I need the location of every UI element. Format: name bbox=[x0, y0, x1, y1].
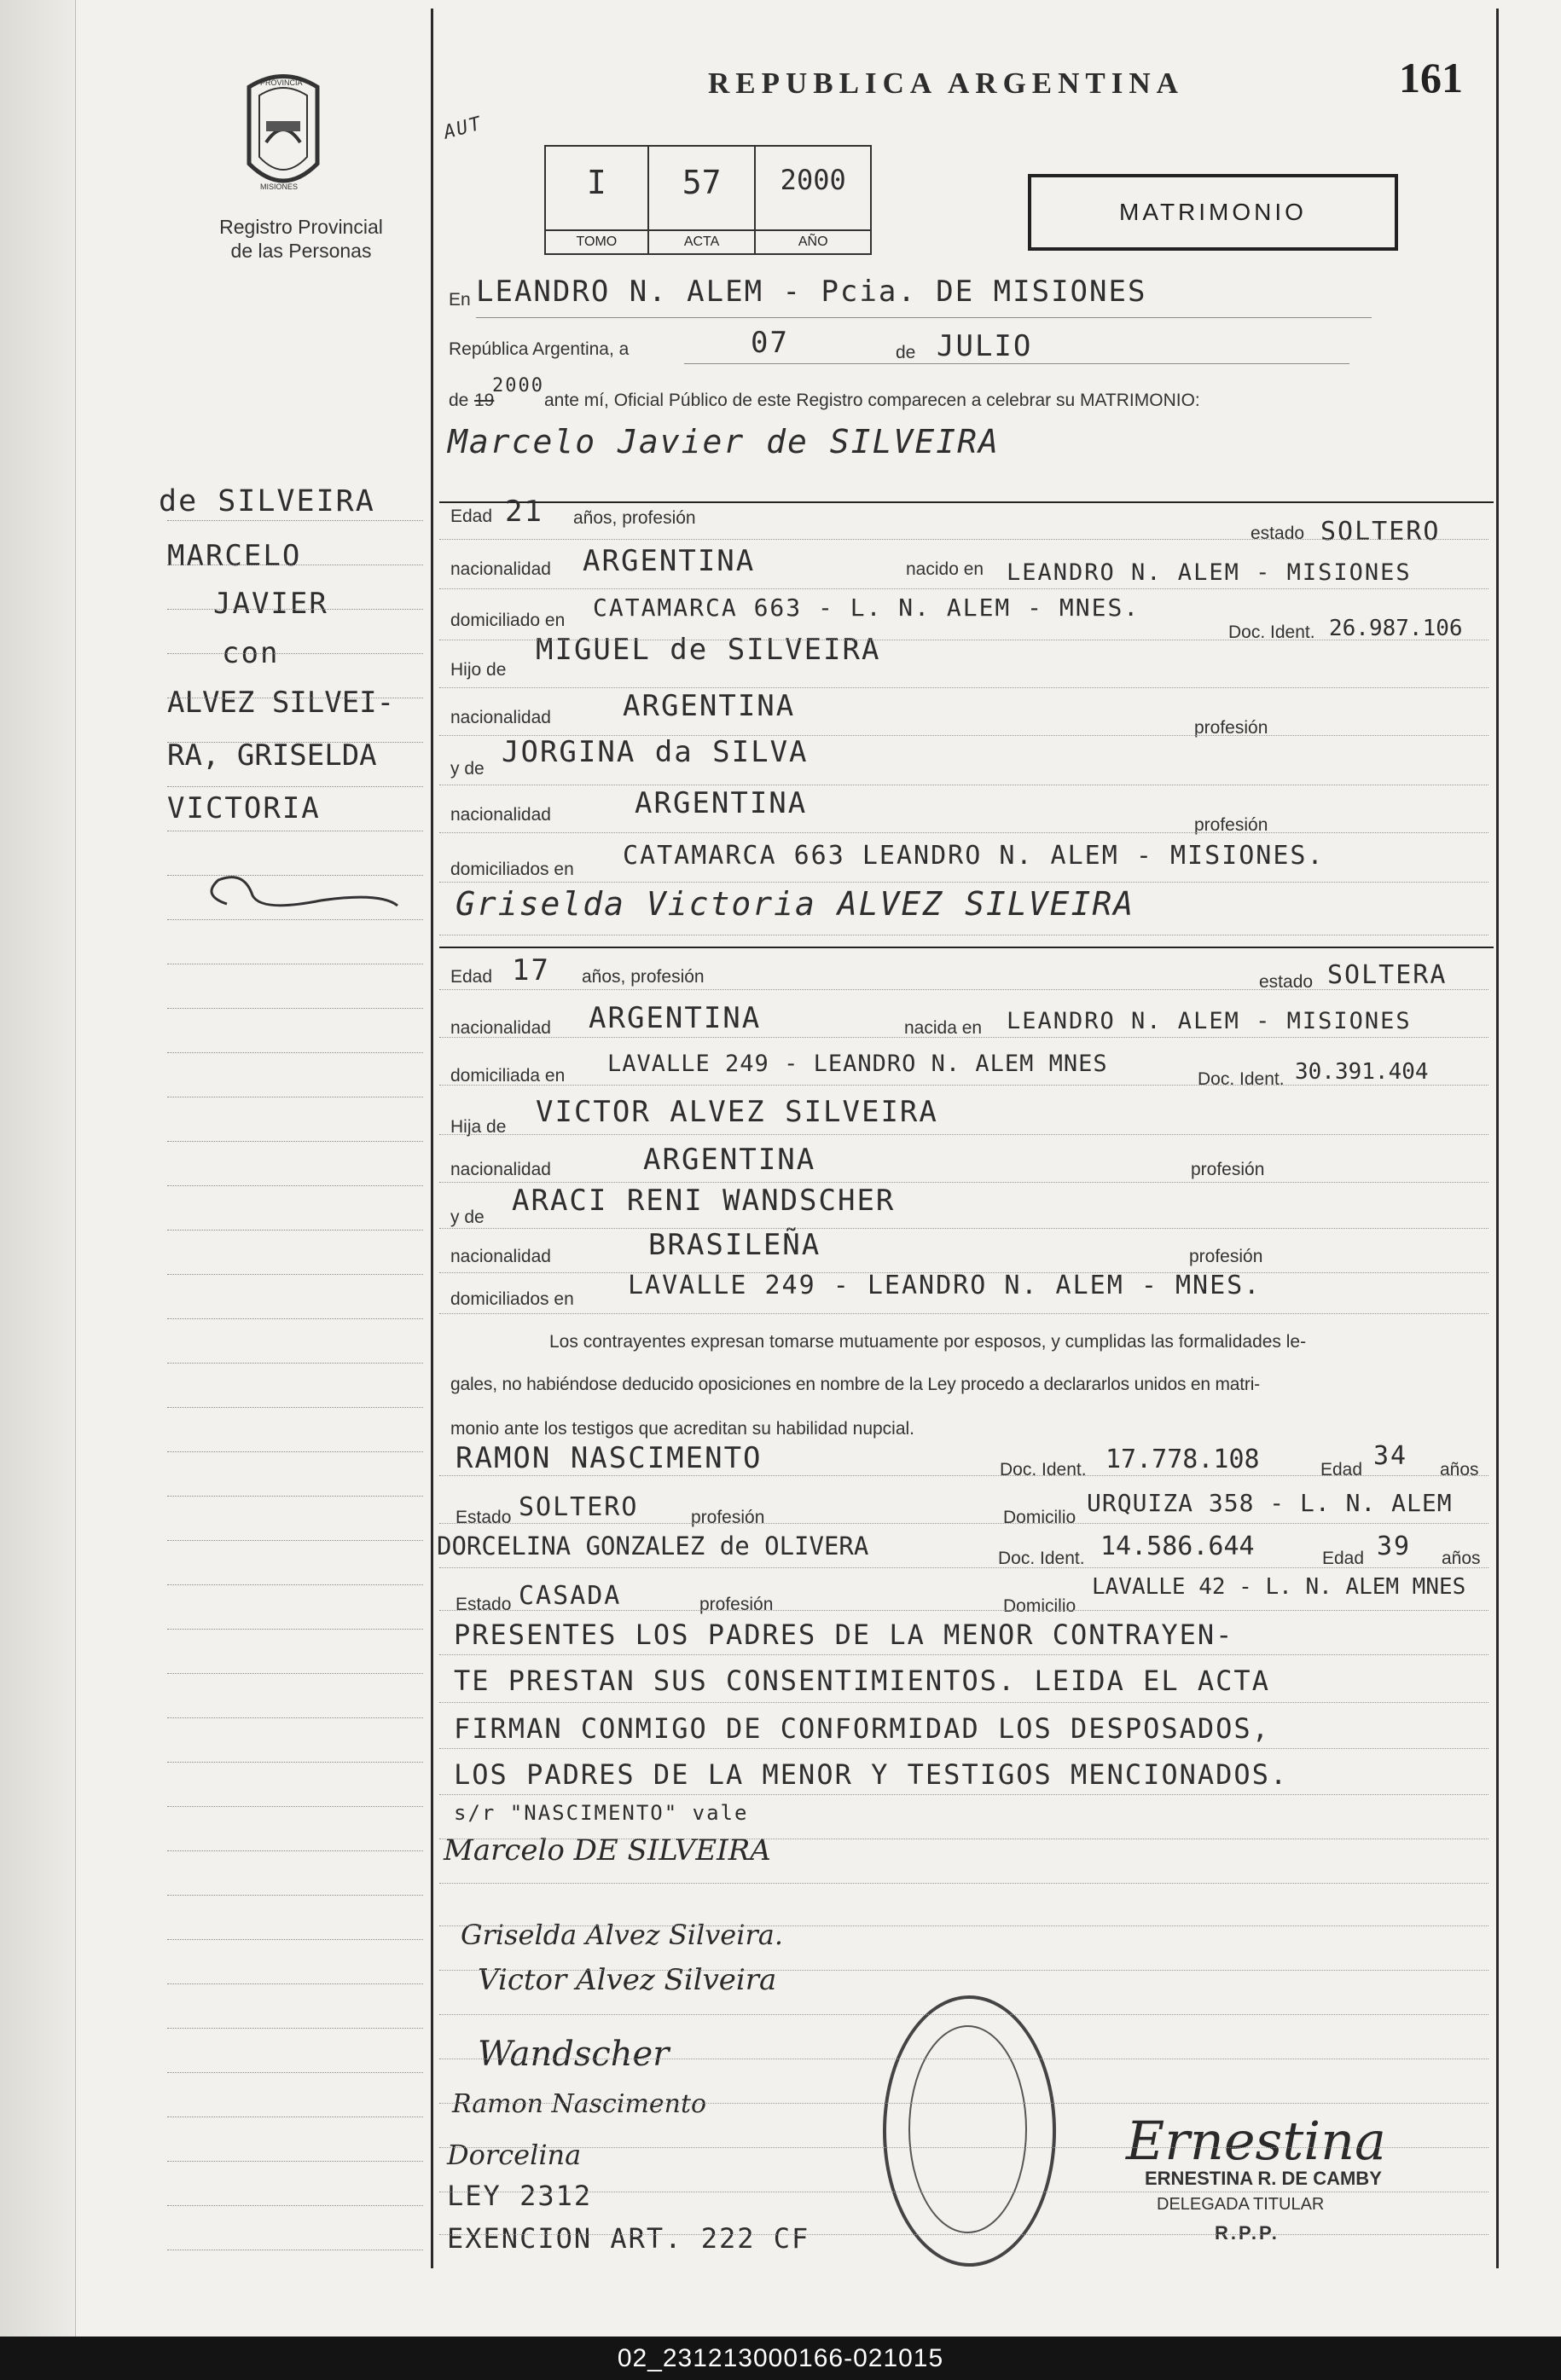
margin-rule bbox=[167, 1717, 423, 1718]
body-rule bbox=[439, 1228, 1488, 1230]
contrayente1-nacionalidad: ARGENTINA bbox=[583, 544, 756, 578]
contrayente2-estado: SOLTERA bbox=[1327, 960, 1448, 990]
body-rule bbox=[439, 1475, 1488, 1477]
testigo2-edad: 39 bbox=[1377, 1532, 1412, 1561]
body-rule bbox=[439, 1134, 1488, 1136]
declaracion-line3: monio ante los testigos que acreditan su habilidad nupcial. bbox=[450, 1419, 915, 1439]
body-rule bbox=[439, 735, 1488, 737]
body-rule bbox=[439, 2059, 1488, 2060]
contrayente2-madre-nac: BRASILEÑA bbox=[648, 1228, 821, 1262]
margin-rule bbox=[167, 1052, 423, 1053]
margin-rule bbox=[167, 2161, 423, 2162]
body-rule bbox=[439, 832, 1488, 834]
margin-rule bbox=[167, 875, 423, 876]
testigo1-estado: SOLTERO bbox=[519, 1492, 639, 1522]
body-rule bbox=[439, 1883, 1488, 1885]
oficial-org: R.P.P. bbox=[1215, 2222, 1280, 2244]
tomo-cell: I TOMO bbox=[546, 147, 649, 253]
oficial-cargo: DELEGADA TITULAR bbox=[1157, 2195, 1325, 2214]
margin-rule bbox=[167, 1983, 423, 1984]
document-page: AUT REPUBLICA ARGENTINA 161 PROVINCIA MISIONES Registro Provincial de las Personas I TOMO 57 ACTA 2000 AÑO MATRIMONIO En LEANDRO N. ALEM - Pcia. DE MISIONES República Argentina, a 07 de JULIO de 19 2000 ante mí, Oficial Público de este Registro comparecen a celebrar su MATRIMONIO: Marcelo Javier de SILVEIRA Edad 21 años, profesión estado SOLTERO nacionalidad ARGENTINA nacido en LEANDRO N. ALEM - MISIONES domiciliado en CATAMARCA 663 - L. N. ALEM - MNES. Doc. Ident. 26.987.106 Hijo de MIGUEL de SILVEIRA nacionalidad ARGENTINA profesión y de JORGINA da SILVA nacionalidad ARGENTINA profesión domiciliados en CATAMARCA 663 LEANDRO N. ALEM - MISIONES. Griselda Victoria ALVEZ SILVEIRA Edad 17 años, profesión estado SOLTERA nacionalidad ARGENTINA nacida en LEANDRO N. ALEM - MISIONES domiciliada en LAVALLE 249 - LEANDRO N. ALEM MNES Doc. Ident. 30.391.404 Hija de VICTOR ALVEZ SILVEIRA nacionalidad ARGENTINA profesión y de ARACI RENI WANDSCHER nacionalidad BRASILEÑA profesión domiciliados en LAVALLE 249 - LEANDRO N. ALEM - MNES. Los contrayentes expresan tomarse mutuamente por esposos, y cumplidas las formalidades le- gales, no habiéndose deducido oposiciones en nombre de la Ley procedo a declararlos unidos en matri- monio ante los testigos que acreditan su habilidad nupcial. RAMON NASCIMENTO Doc. Ident. 17.778.108 Edad 34 años Estado SOLTERO profesión Domicilio URQUIZA 358 - L. N. ALEM DORCELINA GONZALEZ de OLIVERA Doc. Ident. 14.586.644 Edad 39 años Estado CASADA profesión Domicilio LAVALLE 42 - L. N. ALEM MNES PRESENTES LOS PADRES DE LA MENOR CONTRAYEN- TE PRESTAN SUS CONSENTIMIENTOS. LEIDA EL ACTA FIRMAN CONMIGO DE CONFORMIDAD LOS DESPOSADOS, LOS PADRES DE LA MENOR Y TESTIGOS MENCIONADOS. s/r "NASCIMENTO" vale Marcelo DE SILVEIRA Griselda Alvez Silveira. Victor Alvez Silveira Wandscher Ramon Nascimento Dorcelina LEY 2312 EXENCION ART. 222 CF Ernestina ERNESTINA R. DE CAMBY DELEGADA TITULAR R.P.P. de SILVEIRA MARCELO JAVIER con ALVEZ SILVEI- RA, GRISELDA VICTORIA 02_231213000166-021015 bbox=[0, 0, 1561, 2380]
margin-rule bbox=[167, 1318, 423, 1319]
firma-marcelo: Marcelo DE SILVEIRA bbox=[444, 1833, 771, 1868]
footer-code: 02_231213000166-021015 bbox=[0, 2337, 1561, 2380]
official-stamp-inner-icon bbox=[908, 2025, 1027, 2233]
margin-rule bbox=[167, 1185, 423, 1186]
margin-rule bbox=[167, 520, 423, 521]
body-rule bbox=[439, 2192, 1488, 2193]
body-rule bbox=[439, 2103, 1488, 2105]
body-rule bbox=[439, 1272, 1488, 1274]
contrayente1-nacido: LEANDRO N. ALEM - MISIONES bbox=[1007, 559, 1412, 586]
nota-line1: PRESENTES LOS PADRES DE LA MENOR CONTRAYEN- bbox=[454, 1619, 1234, 1651]
margin-rule bbox=[167, 2205, 423, 2206]
margin-line-3: JAVIER bbox=[213, 587, 328, 621]
body-rule bbox=[439, 1182, 1488, 1184]
de-label: de bbox=[896, 343, 916, 362]
declaracion-line2: gales, no habiéndose deducido oposiciones en nombre de la Ley procedo a declararlos unidos en matri- bbox=[450, 1375, 1260, 1394]
fecha-anio: 2000 bbox=[492, 375, 544, 397]
exencion-nota: EXENCION ART. 222 CF bbox=[447, 2222, 810, 2255]
contrayente2-name: Griselda Victoria ALVEZ SILVEIRA bbox=[456, 885, 1135, 923]
declaracion-line1: Los contrayentes expresan tomarse mutuamente por esposos, y cumplidas las formalidades le- bbox=[549, 1332, 1307, 1352]
margin-rule bbox=[167, 1496, 423, 1497]
body-rule bbox=[439, 588, 1488, 590]
nota-line2: TE PRESTAN SUS CONSENTIMIENTOS. LEIDA EL ACTA bbox=[454, 1665, 1270, 1697]
margin-rule bbox=[167, 1762, 423, 1763]
registro-label: Registro Provincial de las Personas bbox=[219, 216, 383, 262]
testigo2-estado: CASADA bbox=[519, 1581, 622, 1611]
tomo-acta-anio-box bbox=[544, 145, 872, 255]
nota-line5: s/r "NASCIMENTO" vale bbox=[454, 1801, 749, 1825]
body-rule bbox=[439, 882, 1488, 883]
margin-rule bbox=[167, 609, 423, 610]
body-rule bbox=[439, 1970, 1488, 1972]
body-rule bbox=[439, 1925, 1488, 1927]
body-rule bbox=[439, 1610, 1488, 1612]
contrayente1-doc: 26.987.106 bbox=[1329, 616, 1463, 641]
margin-rule bbox=[167, 1895, 423, 1896]
body-rule bbox=[439, 1037, 1488, 1039]
contrayente1-padre: MIGUEL de SILVEIRA bbox=[536, 633, 881, 667]
contrayente1-estado: SOLTERO bbox=[1320, 517, 1441, 547]
margin-rule bbox=[167, 1230, 423, 1231]
contrayente2-padres-domicilio: LAVALLE 249 - LEANDRO N. ALEM - MNES. bbox=[628, 1271, 1262, 1300]
margin-line-1: de SILVEIRA bbox=[159, 484, 375, 518]
body-rule bbox=[439, 687, 1488, 689]
ley-nota: LEY 2312 bbox=[447, 2180, 593, 2212]
body-rule bbox=[439, 2147, 1488, 2149]
body-rule bbox=[439, 1748, 1488, 1750]
contrayente2-padre-nac: ARGENTINA bbox=[643, 1143, 816, 1177]
contrayente2-madre: ARACI RENI WANDSCHER bbox=[512, 1184, 896, 1218]
margin-rule bbox=[167, 1407, 423, 1408]
margin-rule bbox=[167, 1850, 423, 1851]
margin-rule bbox=[167, 742, 423, 743]
margin-flourish-icon bbox=[193, 870, 406, 921]
testigo2-name: DORCELINA GONZALEZ de OLIVERA bbox=[437, 1532, 869, 1561]
margin-rule bbox=[167, 2072, 423, 2073]
contrayente1-name: Marcelo Javier de SILVEIRA bbox=[448, 423, 1000, 460]
body-rule bbox=[439, 1702, 1488, 1704]
body-rule bbox=[439, 1085, 1488, 1086]
body-rule bbox=[439, 2014, 1488, 2016]
body-rule bbox=[439, 1654, 1488, 1656]
republica-label: República Argentina, a bbox=[449, 339, 630, 359]
year-struck: 19 bbox=[474, 391, 495, 410]
contrayente2-domicilio: LAVALLE 249 - LEANDRO N. ALEM MNES bbox=[607, 1051, 1108, 1077]
left-column-border bbox=[431, 9, 433, 2268]
margin-rule bbox=[167, 919, 423, 920]
anio-cell: 2000 AÑO bbox=[756, 147, 870, 253]
nota-line3: FIRMAN CONMIGO DE CONFORMIDAD LOS DESPOSADOS, bbox=[454, 1712, 1270, 1745]
contrayente1-domicilio: CATAMARCA 663 - L. N. ALEM - MNES. bbox=[593, 594, 1140, 622]
en-label: En bbox=[449, 290, 471, 310]
testigo1-name: RAMON NASCIMENTO bbox=[456, 1441, 763, 1475]
fecha-mes: JULIO bbox=[937, 329, 1033, 363]
acta-cell: 57 ACTA bbox=[649, 147, 757, 253]
margin-rule bbox=[167, 1451, 423, 1452]
nota-line4: LOS PADRES DE LA MENOR Y TESTIGOS MENCIONADOS. bbox=[454, 1758, 1289, 1791]
margin-rule bbox=[167, 1806, 423, 1807]
oficial-nombre: ERNESTINA R. DE CAMBY bbox=[1145, 2168, 1382, 2189]
margin-rule bbox=[167, 653, 423, 654]
contrayente2-doc: 30.391.404 bbox=[1295, 1059, 1429, 1085]
body-rule bbox=[439, 1567, 1488, 1569]
testigo1-edad: 34 bbox=[1373, 1441, 1408, 1471]
body-rule bbox=[439, 989, 1488, 991]
margin-rule bbox=[167, 1673, 423, 1674]
margin-line-2: MARCELO bbox=[167, 539, 302, 573]
annotation-aut: AUT bbox=[441, 113, 485, 144]
contrayente2-padre: VICTOR ALVEZ SILVEIRA bbox=[536, 1095, 938, 1129]
margin-line-4: con bbox=[222, 636, 280, 670]
firma-dorcelina: Dorcelina bbox=[447, 2139, 582, 2171]
firma-nascimento: Ramon Nascimento bbox=[452, 2089, 707, 2119]
body-rule bbox=[439, 2234, 1488, 2236]
contrayente1-madre-nac: ARGENTINA bbox=[635, 786, 808, 820]
margin-line-6: RA, GRISELDA bbox=[167, 738, 377, 773]
binding-margin bbox=[0, 0, 76, 2337]
de-label-2: de bbox=[449, 391, 469, 410]
margin-rule bbox=[167, 1274, 423, 1275]
body-rule bbox=[439, 1839, 1488, 1840]
firma-griselda: Griselda Alvez Silveira. bbox=[461, 1919, 783, 1951]
contrayente2-nacionalidad: ARGENTINA bbox=[589, 1001, 762, 1035]
testigo2-domicilio: LAVALLE 42 - L. N. ALEM MNES bbox=[1092, 1574, 1466, 1600]
margin-line-7: VICTORIA bbox=[167, 791, 321, 825]
margin-rule bbox=[167, 1008, 423, 1009]
ante-text: ante mí, Oficial Público de este Registro comparecen a celebrar su MATRIMONIO: bbox=[544, 391, 1200, 410]
firma-wandscher: Wandscher bbox=[478, 2035, 670, 2074]
contrayente2-edad: 17 bbox=[512, 953, 550, 987]
contrayente1-padre-nac: ARGENTINA bbox=[623, 689, 796, 723]
margin-rule bbox=[167, 1584, 423, 1585]
body-rule bbox=[439, 1794, 1488, 1796]
body-rule bbox=[439, 640, 1488, 641]
body-rule bbox=[439, 1523, 1488, 1525]
body-rule bbox=[439, 935, 1488, 936]
fecha-dia: 07 bbox=[751, 326, 789, 360]
provincial-seal-icon bbox=[232, 70, 334, 198]
margin-rule bbox=[167, 1363, 423, 1364]
firma-victor: Victor Alvez Silveira bbox=[478, 1963, 777, 1997]
testigo1-domicilio: URQUIZA 358 - L. N. ALEM bbox=[1087, 1489, 1453, 1517]
contrayente1-madre: JORGINA da SILVA bbox=[502, 735, 809, 769]
margin-rule bbox=[167, 786, 423, 787]
margin-rule bbox=[167, 2028, 423, 2029]
body-rule bbox=[439, 1313, 1488, 1315]
page-number: 161 bbox=[1399, 54, 1463, 101]
seal-top-text: PROVINCIA bbox=[260, 78, 303, 87]
document-type-box: MATRIMONIO bbox=[1028, 174, 1398, 251]
seal-bottom-text: MISIONES bbox=[260, 182, 299, 191]
margin-rule bbox=[167, 1629, 423, 1630]
margin-rule bbox=[167, 1540, 423, 1541]
page-title: REPUBLICA ARGENTINA bbox=[708, 67, 1184, 100]
right-page-border bbox=[1496, 9, 1499, 2268]
contrayente2-nacida: LEANDRO N. ALEM - MISIONES bbox=[1007, 1008, 1412, 1034]
lugar-value: LEANDRO N. ALEM - Pcia. DE MISIONES bbox=[476, 275, 1147, 309]
testigo2-doc: 14.586.644 bbox=[1100, 1532, 1255, 1561]
margin-rule bbox=[167, 1939, 423, 1940]
body-rule bbox=[439, 785, 1488, 786]
contrayente1-padres-domicilio: CATAMARCA 663 LEANDRO N. ALEM - MISIONES. bbox=[623, 841, 1325, 871]
contrayente1-edad: 21 bbox=[505, 495, 543, 529]
testigo1-doc: 17.778.108 bbox=[1105, 1445, 1260, 1474]
margin-rule bbox=[167, 1141, 423, 1142]
firma-oficial: Ernestina bbox=[1126, 2110, 1386, 2172]
body-rule bbox=[439, 539, 1488, 541]
margin-line-5: ALVEZ SILVEI- bbox=[167, 686, 395, 720]
